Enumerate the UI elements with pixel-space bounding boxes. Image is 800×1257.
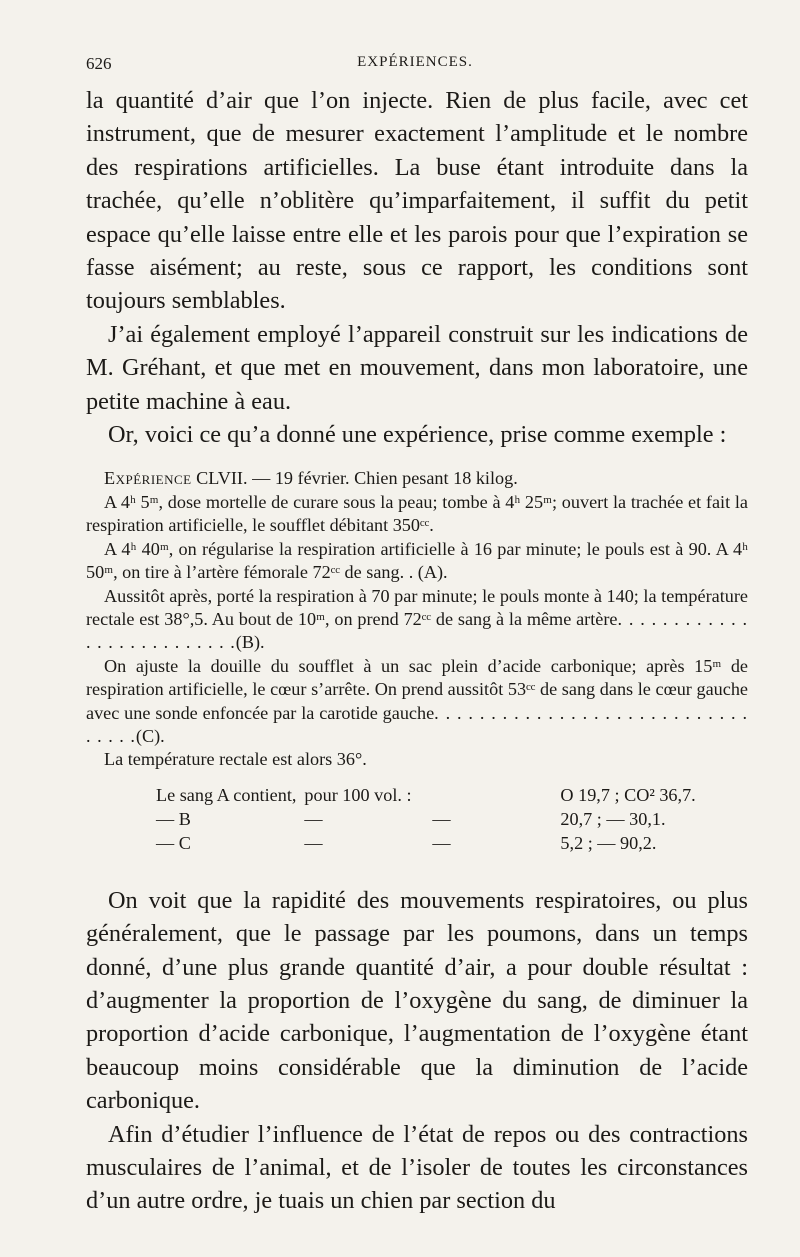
- paragraph-continuation: la quantité d’air que l’on injecte. Rien de plus facile, avec cet instrument, que de mesurer exactement l’amplitude et le nombre des respirations artificielles. La buse étant introduite dans la trachée, qu’elle n’oblitère qu’imparfaitement, il suffit du petit espace qu’elle laisse entre elle et les parois pour que l’expiration se fasse aisément; au reste, sous ce rapport, les conditions sont toujours semblables.: [86, 87, 748, 315]
- table-cell: —: [432, 832, 451, 853]
- table-cell: [496, 832, 560, 856]
- table-cell: 5,2 ; — 90,2.: [560, 832, 657, 853]
- table-cell: [496, 784, 560, 808]
- table-cell: 20,7 ; — 30,1.: [560, 808, 666, 829]
- experiment-title-rest: CLVII. — 19 février. Chien pesant 18 kilog.: [191, 468, 518, 489]
- table-cell: —: [432, 808, 451, 829]
- table-cell: —: [304, 832, 323, 853]
- table-cell: Le sang A contient,: [156, 784, 297, 805]
- paragraph-next-study: Afin d’étudier l’influence de l’état de repos ou des contractions musculaires de l’animal, et de l’isoler de toutes les circonstances d’un autre ordre, je tuais un chien par section du: [86, 1120, 748, 1215]
- leader-dots: . . . . . . . . . . . . . . . . . . . . . . . . . .: [86, 608, 748, 653]
- experiment-p4-text: On ajuste la douille du soufflet à un sac plein d’acide carbonique; après 15ᵐ de respiration artificielle, le cœur s’arrête. On prend aussitôt 53ᶜᶜ de sang dans le cœur gauche avec une sonde enfoncée par la carotide gauche: [86, 655, 748, 723]
- experiment-block: [86, 467, 748, 855]
- paragraph-grehant-apparatus: J’ai également employé l’appareil construit sur les indications de M. Gréhant, et que met en mouvement, dans mon laboratoire, une petite machine à eau.: [86, 320, 748, 415]
- experiment-title: [86, 467, 748, 490]
- experiment-paragraph-4: [86, 655, 748, 749]
- sample-label-c: (C).: [135, 725, 165, 746]
- bottom-paragraphs: [86, 884, 748, 1218]
- table-cell: — C: [156, 832, 191, 853]
- leader-dots: . . . . . . . . . . . . . . . . . . . . . . . . . . . . . . . . .: [86, 702, 749, 746]
- table-cell: pour 100 vol. :: [304, 784, 412, 805]
- running-title: EXPÉRIENCES.: [357, 54, 473, 70]
- table-row: [156, 784, 718, 808]
- experiment-p3-text: Aussitôt après, porté la respiration à 70 par minute; le pouls monte à 140; la température rectale est 38°,5. Au bout de 10ᵐ, on prend 72ᶜᶜ de sang à la même artère: [86, 585, 748, 629]
- experiment-paragraph-5: La température rectale est alors 36°.: [104, 749, 367, 770]
- experiment-paragraph-1: A 4ʰ 5ᵐ, dose mortelle de curare sous la peau; tombe à 4ʰ 25ᵐ; ouvert la trachée et fait la respiration artificielle, le soufflet débitant 350ᶜᶜ.: [86, 491, 748, 536]
- table-row: [156, 808, 718, 832]
- top-paragraphs: [86, 84, 748, 451]
- experiment-paragraph-2: A 4ʰ 40ᵐ, on régularise la respiration artificielle à 16 par minute; le pouls est à 90. A 4ʰ 50ᵐ, on tire à l’artère fémorale 72ᶜᶜ de sang. . (A).: [86, 538, 748, 583]
- sample-label-b: (B).: [235, 632, 265, 653]
- paragraph-experiment-intro: Or, voici ce qu’a donné une expérience, prise comme exemple :: [108, 421, 727, 449]
- gas-results-table: [156, 784, 718, 856]
- table-cell: — B: [156, 808, 191, 829]
- page-number: 626: [86, 54, 112, 73]
- table-cell: O 19,7 ; CO² 36,7.: [560, 784, 696, 805]
- paragraph-conclusion: On voit que la rapidité des mouvements respiratoires, ou plus généralement, que le passage par les poumons, dans un temps donné, d’une plus grande quantité d’air, a pour double résultat : d’augmenter la proportion de l’oxygène du sang, de diminuer la proportion d’acide carbonique, l’augmentation de l’oxygène étant beaucoup moins considérable que la diminution de l’acide carbonique.: [86, 886, 748, 1115]
- page-header: [86, 54, 744, 78]
- main-text: [86, 84, 748, 1218]
- table-row: [156, 832, 718, 856]
- experiment-label: Expérience: [104, 468, 192, 489]
- table-cell: [432, 784, 496, 808]
- table-cell: [496, 808, 560, 832]
- table-cell: —: [304, 808, 323, 829]
- experiment-paragraph-3: [86, 585, 748, 655]
